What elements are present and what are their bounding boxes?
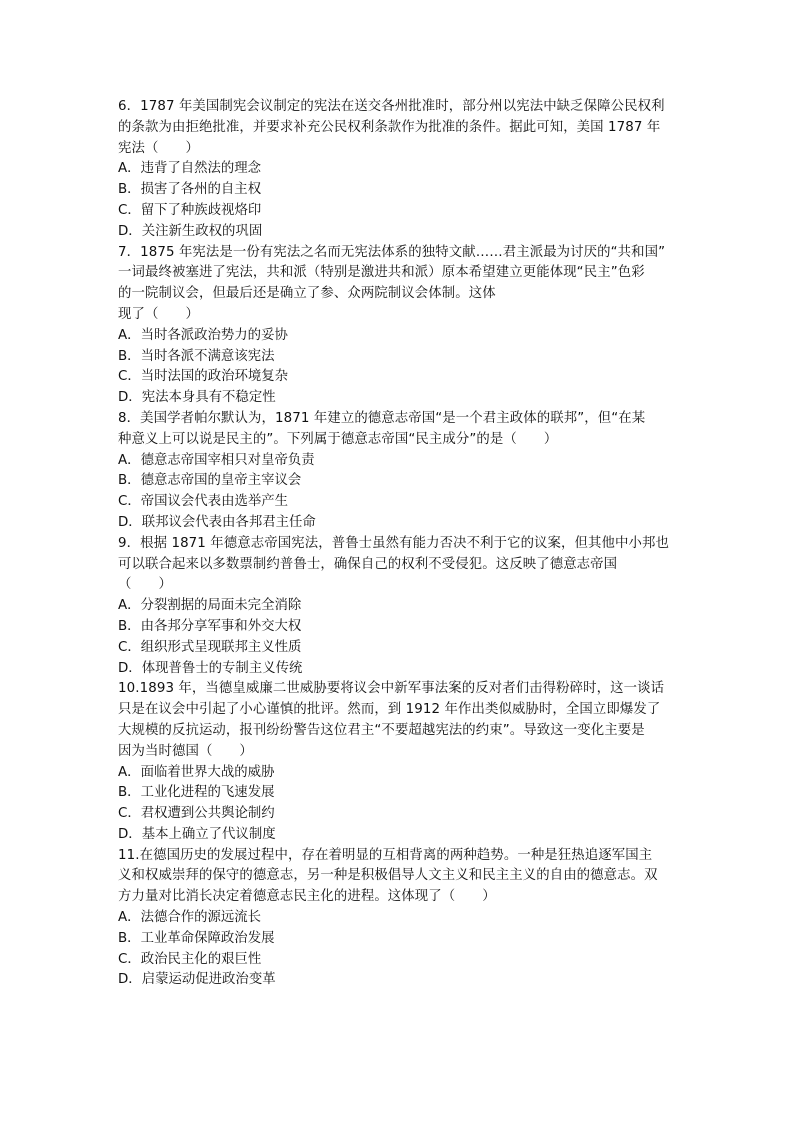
answer-option <box>118 367 678 388</box>
option-letter: A． <box>118 598 141 614</box>
option-text: 法德合作的源远流长 <box>140 910 262 926</box>
stem-line: 的条款为由拒绝批准，并要求补充公民权利条款作为批准的条件。据此可知，美国 1787 年 <box>118 119 661 135</box>
stem-line: 宪法（ ） <box>118 140 199 156</box>
option-text: 当时各派不满意该宪法 <box>140 348 275 364</box>
option-letter: D． <box>118 514 142 530</box>
option-text: 君权遭到公共舆论制约 <box>140 806 275 822</box>
answer-option <box>118 471 678 492</box>
option-letter: B． <box>118 182 141 198</box>
answer-option <box>118 638 678 659</box>
option-letter: C． <box>118 369 141 385</box>
option-letter: D． <box>118 972 142 988</box>
option-letter: C． <box>118 494 141 510</box>
question-8 <box>118 409 678 534</box>
answer-option <box>118 783 678 804</box>
option-text: 启蒙运动促进政治变革 <box>141 972 276 988</box>
option-letter: C． <box>118 951 141 967</box>
option-text: 政治民主化的艰巨性 <box>140 951 262 967</box>
answer-option <box>118 908 678 929</box>
question-6 <box>118 97 678 243</box>
option-letter: A． <box>118 161 141 177</box>
option-letter: B． <box>118 930 141 946</box>
exam-page <box>118 97 678 991</box>
answer-option <box>118 617 678 638</box>
stem-line: 7．1875 年宪法是一份有宪法之名而无宪法体系的独特文献……君主派最为讨厌的“共和国” <box>118 244 666 260</box>
stem-line: 一词最终被塞进了宪法，共和派（特别是激进共和派）原本希望建立更能体现“民主”色彩 <box>118 265 645 281</box>
question-stem <box>118 97 678 159</box>
option-text: 工业化进程的飞速发展 <box>140 785 275 801</box>
answer-option <box>118 763 678 784</box>
question-stem <box>118 534 678 596</box>
option-letter: B． <box>118 473 141 489</box>
answer-option <box>118 929 678 950</box>
stem-line: 方力量对比消长决定着德意志民主化的进程。这体现了（ ） <box>118 889 496 905</box>
option-text: 组织形式呈现联邦主义性质 <box>140 639 302 655</box>
stem-line: 6．1787 年美国制宪会议制定的宪法在送交各州批准时，部分州以宪法中缺乏保障公民权利 <box>118 99 665 114</box>
stem-line: 8．美国学者帕尔默认为，1871 年建立的德意志帝国“是一个君主政体的联邦”，但“在某 <box>118 410 646 426</box>
answer-option <box>118 388 678 409</box>
stem-line: 10.1893 年，当德皇威廉二世威胁要将议会中新军事法案的反对者们击得粉碎时，这一谈话 <box>118 681 665 697</box>
stem-line: 11.在德国历史的发展过程中，存在着明显的互相背离的两种趋势。一种是狂热追逐军国主 <box>118 847 653 863</box>
answer-option <box>118 950 678 971</box>
answer-option <box>118 222 678 243</box>
answer-option <box>118 970 678 991</box>
option-letter: D． <box>118 390 142 406</box>
question-stem <box>118 409 678 451</box>
option-text: 由各邦分享军事和外交大权 <box>140 618 302 634</box>
stem-line: 现了（ ） <box>118 306 199 322</box>
option-letter: D． <box>118 660 142 676</box>
option-letter: A． <box>118 452 141 468</box>
option-text: 基本上确立了代议制度 <box>141 826 276 842</box>
option-text: 违背了自然法的理念 <box>140 161 262 177</box>
option-text: 当时各派政治势力的妥协 <box>140 327 288 343</box>
answer-option <box>118 347 678 368</box>
answer-option <box>118 513 678 534</box>
option-text: 当时法国的政治环境复杂 <box>140 369 289 385</box>
stem-line: 9．根据 1871 年德意志帝国宪法，普鲁士虽然有能力否决不利于它的议案，但其他中小邦也 <box>118 535 669 551</box>
stem-line: 的一院制议会，但最后还是确立了参、众两院制议会体制。这体 <box>118 286 496 302</box>
answer-option <box>118 180 678 201</box>
option-text: 宪法本身具有不稳定性 <box>141 390 276 406</box>
stem-line: 可以联合起来以多数票制约普鲁士，确保自己的权利不受侵犯。这反映了德意志帝国 <box>118 556 618 572</box>
answer-option <box>118 825 678 846</box>
answer-option <box>118 659 678 680</box>
option-text: 帝国议会代表由选举产生 <box>140 494 289 510</box>
option-letter: A． <box>118 910 141 926</box>
option-text: 体现普鲁士的专制主义传统 <box>141 660 303 676</box>
option-letter: A． <box>118 764 141 780</box>
answer-option <box>118 159 678 180</box>
stem-line: 义和权威崇拜的保守的德意志，另一种是积极倡导人文主义和民主主义的自由的德意志。双 <box>118 868 658 884</box>
stem-line: 只是在议会中引起了小心谨慎的批评。然而，到 1912 年作出类似威胁时，全国立即爆发了 <box>118 702 661 718</box>
stem-line: 因为当时德国（ ） <box>118 743 253 759</box>
stem-line: 种意义上可以说是民主的”。下列属于德意志帝国“民主成分”的是（ ） <box>118 431 558 447</box>
answer-option <box>118 804 678 825</box>
option-text: 面临着世界大战的威胁 <box>140 764 275 780</box>
question-stem <box>118 243 678 326</box>
option-text: 关注新生政权的巩固 <box>141 223 263 239</box>
question-7 <box>118 243 678 409</box>
option-text: 损害了各州的自主权 <box>140 182 262 198</box>
option-letter: C． <box>118 202 141 218</box>
option-letter: C． <box>118 639 141 655</box>
question-10 <box>118 679 678 845</box>
option-text: 留下了种族歧视烙印 <box>140 202 262 218</box>
option-letter: B． <box>118 785 141 801</box>
option-letter: B． <box>118 348 141 364</box>
option-text: 分裂割据的局面未完全消除 <box>140 598 302 614</box>
option-text: 工业革命保障政治发展 <box>140 930 275 946</box>
question-stem <box>118 679 678 762</box>
option-letter: D． <box>118 223 142 239</box>
option-text: 德意志帝国的皇帝主宰议会 <box>140 473 302 489</box>
answer-option <box>118 451 678 472</box>
answer-option <box>118 326 678 347</box>
option-letter: A． <box>118 327 141 343</box>
stem-line: 大规模的反抗运动，报刊纷纷警告这位君主“不要超越宪法的约束”。导致这一变化主要是 <box>118 722 645 738</box>
option-text: 德意志帝国宰相只对皇帝负责 <box>140 452 315 468</box>
answer-option <box>118 596 678 617</box>
answer-option <box>118 201 678 222</box>
question-stem <box>118 846 678 908</box>
question-11 <box>118 846 678 992</box>
option-text: 联邦议会代表由各邦君主任命 <box>141 514 316 530</box>
option-letter: C． <box>118 806 141 822</box>
stem-line: （ ） <box>118 577 172 593</box>
option-letter: B． <box>118 618 141 634</box>
question-9 <box>118 534 678 680</box>
answer-option <box>118 492 678 513</box>
option-letter: D． <box>118 826 142 842</box>
